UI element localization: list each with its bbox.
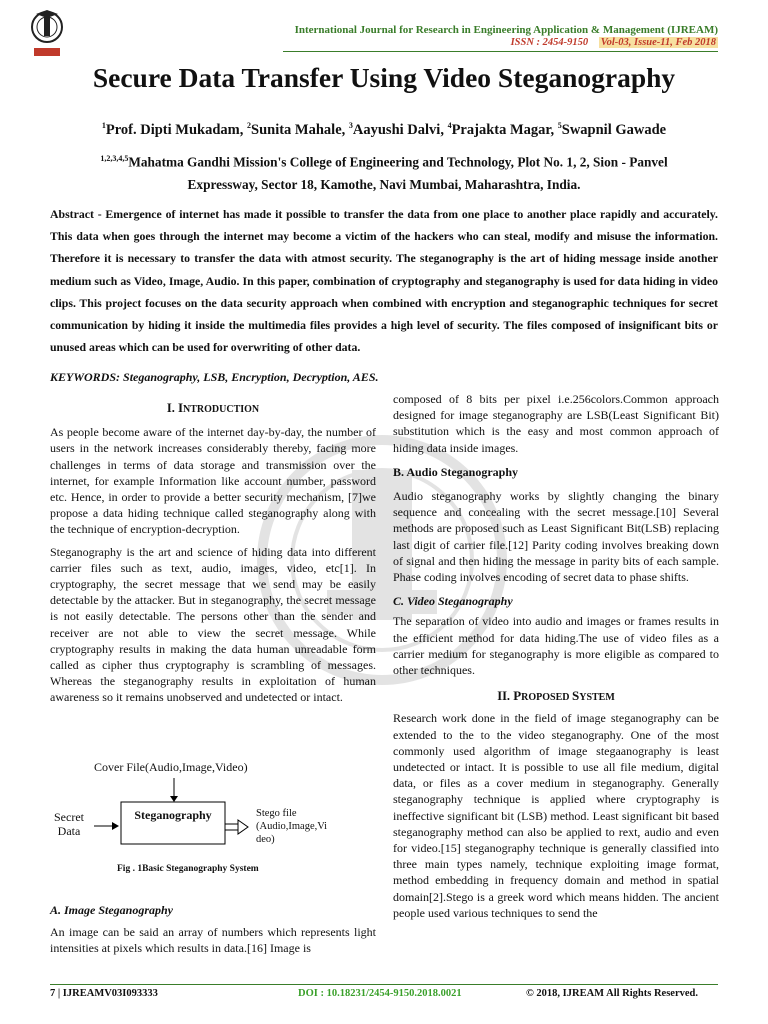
subsection-video-steganography: C. Video Steganography bbox=[393, 594, 513, 609]
fig-stego-line-1: Stego file bbox=[256, 808, 297, 819]
continued-paragraph: composed of 8 bits per pixel i.e.256colors.Common approach designed for image steganography are LSB(Least Significant Bit) substitution which is the easy and most common approach of hiding data inside images. bbox=[393, 392, 719, 455]
footer-copyright: © 2018, IJREAM All Rights Reserved. bbox=[525, 988, 698, 999]
audio-steg-paragraph: Audio steganography works by slightly changing the binary sequence and concealing with the secret message.[10] Several methods are proposed such as Least Significant Bit(LSB) replacing last digit of carrier file.[12] Parity coding involves breaking down of signal and then hiding the message in parity bits of each sample. Phase coding involves encoding of secret data to phase shifts. bbox=[393, 489, 719, 585]
intro-paragraph-2: Steganography is the art and science of hiding data into different carrier files such as text, audio, images, video, etc[1]. In cryptography, the secret message that we send may be easily detectable by the attacker. But in steganography, the secret message is not easily detectable. The persons other than the sender and receiver are not able to view the secret message. While cryptography results in making the data human unreadable form called as cipher thus cryptography is scrambling of messages. Whereas the steganography results in exploitation of human awareness so it remains unobserved and undetected or intact. bbox=[50, 544, 376, 705]
author-number: 4 bbox=[447, 121, 452, 130]
heading-initial: I bbox=[177, 400, 184, 415]
section-heading-proposed-system bbox=[393, 688, 719, 706]
fig-secret-line-1: Secret bbox=[54, 810, 84, 824]
affiliation-line-2: Expressway, Sector 18, Kamothe, Navi Mumbai, Maharashtra, India. bbox=[187, 177, 581, 193]
heading-rest: NTRODUCTION bbox=[183, 404, 260, 415]
fig-secret-line-2: Data bbox=[57, 824, 81, 838]
author-number: 3 bbox=[348, 121, 353, 130]
fig-stego-label bbox=[256, 807, 327, 846]
affiliation-line-1: Mahatma Gandhi Mission's College of Engineering and Technology, Plot No. 1, 2, Sion - Panvel bbox=[128, 154, 668, 170]
author-name: Prof. Dipti Mukadam, bbox=[105, 121, 247, 138]
image-steg-paragraph: An image can be said an array of numbers which represents light intensities at pixels which results in data.[16] Image is bbox=[50, 925, 376, 956]
figure-1-diagram bbox=[48, 758, 378, 878]
subsection-image-steganography: A. Image Steganography bbox=[50, 903, 174, 917]
author-number: 5 bbox=[557, 121, 562, 130]
fig-steganography-box: Steganography bbox=[134, 808, 212, 822]
fig-stego-line-2: (Audio,Image,Vi bbox=[256, 821, 328, 832]
video-steg-paragraph: The separation of video into audio and images or frames results in the efficient method for data hiding.The use of video files as a carrier medium for steganography is more eligible as compared to other techniques. bbox=[393, 614, 719, 678]
header-rule bbox=[283, 51, 718, 52]
footer-doi[interactable]: DOI : 10.18231/2454-9150.2018.0021 bbox=[298, 988, 462, 999]
fig-stego-line-3: deo) bbox=[256, 834, 275, 845]
section-number: I. bbox=[166, 401, 178, 415]
fig-secret-label bbox=[54, 810, 84, 838]
issn: ISSN : 2454-9150 bbox=[510, 37, 589, 48]
journal-name: International Journal for Research in Engineering Application & Management (IJREAM) bbox=[294, 24, 718, 36]
fig-cover-label: Cover File(Audio,Image,Video) bbox=[94, 760, 248, 774]
subsection-audio-steganography: B. Audio Steganography bbox=[393, 464, 519, 479]
intro-paragraph-1: As people become aware of the internet day-by-day, the number of users in the network increases considerably thereby, facing more challenges in terms of data storage and transmission over the internet, for example Information like account number, password etc. Hence, in order to provide a better security mechanism, [7]we propose a data hiding technique called steganography along with the technique of encryption-decryption. bbox=[50, 425, 376, 537]
footer-rule bbox=[50, 984, 718, 985]
right-column bbox=[393, 391, 719, 921]
author-name: Aayushi Dalvi, bbox=[352, 121, 448, 138]
journal-logo bbox=[30, 10, 64, 58]
left-column-bottom bbox=[50, 902, 376, 957]
affiliation-sup: 1,2,3,4,5 bbox=[100, 154, 129, 163]
author-number: 1 bbox=[101, 121, 106, 130]
author-name: Prajakta Magar, bbox=[451, 121, 558, 138]
footer-page-id: 7 | IJREAMV03I093333 bbox=[50, 988, 158, 999]
abstract: Abstract - Emergence of internet has made it possible to transfer the data from one place to another place rapidly and accurately. This data when goes through the internet may become a victim of the hackers who can steal, modify and misuse the information. Therefore it is necessary to transfer the data with atmost security. The steganography is the art of hiding message inside another medium such as Video, Image, Audio. In this paper, combination of cryptography and steganography is used for data hiding in video clips. This project focuses on the data security approach when combined with encryption and steganographic techniques for secret communication by hiding it inside the multimedia files provides a high level of security. The files composed of insignificant bits or unused areas which can be used for overwriting of other data. bbox=[50, 207, 718, 355]
figure-caption: Fig . 1Basic Steganography System bbox=[117, 864, 259, 874]
heading-initial: S bbox=[571, 688, 580, 704]
heading-rest: YSTEM bbox=[579, 692, 615, 704]
author-list bbox=[0, 121, 768, 139]
section-number: II. bbox=[497, 689, 514, 704]
author-number: 2 bbox=[247, 121, 251, 130]
volume-issue: Vol-03, Issue-11, Feb 2018 bbox=[600, 37, 716, 48]
affiliation bbox=[50, 147, 718, 196]
keywords: KEYWORDS: Steganography, LSB, Encryption, Decryption, AES. bbox=[50, 370, 379, 384]
heading-rest: ROPOSED bbox=[521, 692, 572, 704]
author-name: Sunita Mahale, bbox=[251, 121, 349, 138]
issn-volume-line bbox=[511, 37, 718, 48]
section-heading-introduction bbox=[50, 400, 376, 418]
paper-title: Secure Data Transfer Using Video Steganography bbox=[92, 62, 676, 93]
heading-initial: P bbox=[513, 688, 522, 704]
left-column bbox=[50, 400, 376, 706]
author-name: Swapnil Gawade bbox=[561, 121, 667, 138]
proposed-system-paragraph: Research work done in the field of image steganography can be extended to the to the video steganography. One of the most commonly used algorithm of image stegaanography is least undetected or intact. It is possible to use all file medium, digital data, or files as a cover medium in steganography. Generally steganography technique is applied where cryptography is ineffective significant bit (LSB) method. Least significant bit based steganography method can also be applied to rext, audio and even for video.[15] steganography technique is generally classified into three main types namely, technique exploiting image format, method embedding in frequency domain and method in spatial domain[2].Stego is a greek word which means hidden. The ancient people used various techniques to send the bbox=[393, 711, 719, 920]
